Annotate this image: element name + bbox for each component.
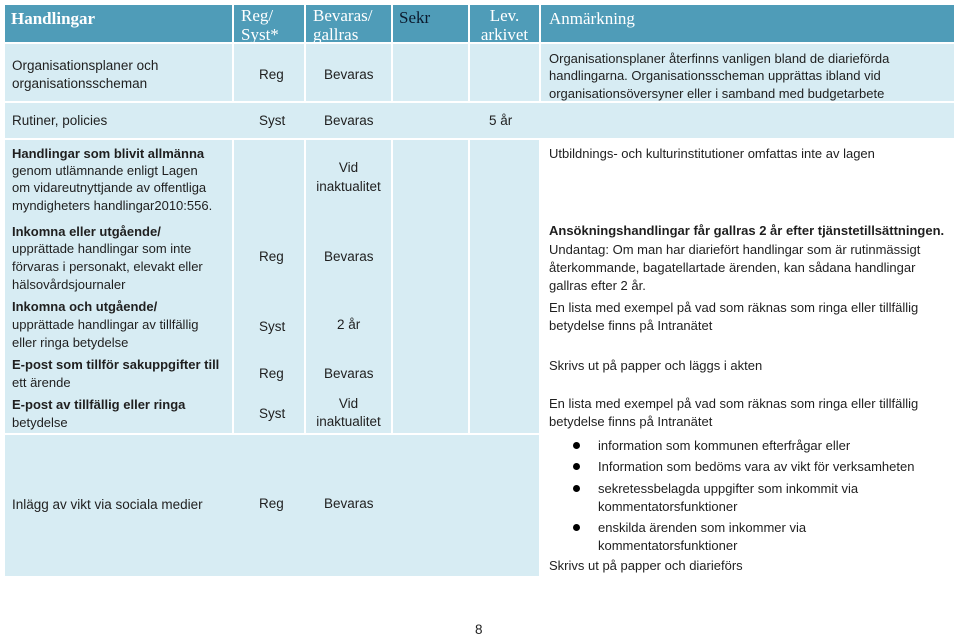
bullet-icon	[573, 485, 580, 492]
row5-syst: Syst	[259, 319, 286, 334]
row6-note: Skrivs ut på papper och läggs i akten	[549, 358, 763, 373]
header-handlingar: Handlingar	[11, 9, 96, 28]
row8-bevaras: Bevaras	[324, 496, 374, 511]
header-reg-syst-1: Reg/	[241, 6, 274, 25]
row4-note-line3: gallras efter 2 år.	[549, 278, 646, 293]
row1-handlingar-line2: organisationsscheman	[12, 76, 148, 91]
row4-line4: hälsovårdsjournaler	[12, 277, 126, 292]
row2-cell	[5, 103, 954, 138]
row5-gallras: 2 år	[337, 317, 361, 332]
header-bevaras-gallras-2: gallras	[313, 25, 359, 44]
row3-line4: myndigheters handlingar2010:556.	[12, 198, 213, 213]
row1-reg: Reg	[259, 67, 284, 82]
row5-line3: eller ringa betydelse	[12, 335, 129, 350]
row8-label: Inlägg av vikt via sociala medier	[12, 497, 203, 512]
row3-bev-2: inaktualitet	[316, 179, 381, 194]
header-lev-arkivet-1: Lev.	[489, 6, 520, 25]
row3-bev-1: Vid	[338, 160, 359, 175]
row2-syst: Syst	[259, 113, 286, 128]
row7-bev-2: inaktualitet	[316, 414, 381, 429]
bullet-icon	[573, 442, 580, 449]
row3-line2: genom utlämnande enligt Lagen	[12, 163, 198, 178]
row7-line1: E-post av tillfällig eller ringa	[12, 397, 186, 412]
row1-note-line2: handlingarna. Organisationsscheman upprättas ibland vid	[549, 68, 881, 83]
row1-bevaras: Bevaras	[324, 67, 374, 82]
row7-note-line1: En lista med exempel på vad som räknas som ringa eller tillfällig	[549, 396, 919, 411]
row8-bullet-4-line1: enskilda ärenden som inkommer via	[598, 520, 807, 535]
row8-bullet-3-line2: kommentatorsfunktioner	[598, 499, 738, 514]
row4-note-line1: Undantag: Om man har diariefört handlingar som är rutinmässigt	[549, 242, 921, 257]
row3-line3: om vidareutnyttjande av offentliga	[12, 180, 207, 195]
row6-bevaras: Bevaras	[324, 366, 374, 381]
block-lev-cell	[470, 140, 539, 433]
row5-line2: upprättade handlingar av tillfällig	[12, 317, 199, 332]
row5-line1: Inkomna och utgående/	[12, 299, 158, 314]
row4-line3: förvaras i personakt, elevakt eller	[12, 259, 203, 274]
row2-label: Rutiner, policies	[12, 113, 108, 128]
row8-bullet-3-line1: sekretessbelagda uppgifter som inkommit via	[598, 481, 859, 496]
header-anmarkning: Anmärkning	[549, 9, 635, 28]
row4-note-bold: Ansökningshandlingar får gallras 2 år efter tjänstetillsättningen.	[549, 223, 945, 238]
row4-line1: Inkomna eller utgående/	[12, 224, 161, 239]
row4-bevaras: Bevaras	[324, 249, 374, 264]
row7-syst: Syst	[259, 406, 286, 421]
row3-note: Utbildnings- och kulturinstitutioner omfattas inte av lagen	[549, 146, 875, 161]
page-number: 8	[475, 622, 483, 637]
row7-line2: betydelse	[12, 415, 68, 430]
row3-line1: Handlingar som blivit allmänna	[12, 146, 205, 161]
block-sekr-cell	[393, 140, 468, 433]
row2-lev: 5 år	[489, 113, 513, 128]
row5-note-line1: En lista med exempel på vad som räknas som ringa eller tillfällig	[549, 300, 919, 315]
row4-note-line2: återkommande, bagatellartade ärenden, kan sådana handlingar	[549, 260, 916, 275]
header-bevaras-gallras-1: Bevaras/	[313, 6, 373, 25]
row8-footer-note: Skrivs ut på papper och diarieförs	[549, 558, 743, 573]
row8-bullet-1: information som kommunen efterfrågar eller	[598, 438, 851, 453]
row1-sekr-cell	[393, 44, 468, 101]
row1-note-line1: Organisationsplaner återfinns vanligen bland de diarieförda	[549, 51, 890, 66]
header-sekr: Sekr	[399, 8, 431, 27]
row1-note-line3: organisationsöversyner eller i samband med budgetarbete	[549, 86, 885, 101]
row7-note-line2: betydelse finns på Intranätet	[549, 414, 713, 429]
bullet-icon	[573, 463, 580, 470]
block-regsyst-cell	[234, 140, 304, 433]
row8-bullet-4-line2: kommentatorsfunktioner	[598, 538, 738, 553]
header-lev-arkivet-2: arkivet	[480, 25, 529, 44]
row1-handlingar-line1: Organisationsplaner och	[12, 58, 159, 73]
row2-bevaras: Bevaras	[324, 113, 374, 128]
row6-line1: E-post som tillför sakuppgifter till	[12, 357, 220, 372]
row5-note-line2: betydelse finns på Intranätet	[549, 318, 713, 333]
row4-line2: upprättade handlingar som inte	[12, 241, 192, 256]
row8-bullet-2: Information som bedöms vara av vikt för verksamheten	[598, 459, 915, 474]
bullet-icon	[573, 524, 580, 531]
row6-reg: Reg	[259, 366, 284, 381]
row7-bev-1: Vid	[338, 396, 359, 411]
row8-reg: Reg	[259, 496, 284, 511]
row1-lev-cell	[470, 44, 539, 101]
row6-line2: ett ärende	[12, 375, 71, 390]
header-reg-syst-2: Syst*	[241, 25, 279, 44]
row4-reg: Reg	[259, 249, 284, 264]
